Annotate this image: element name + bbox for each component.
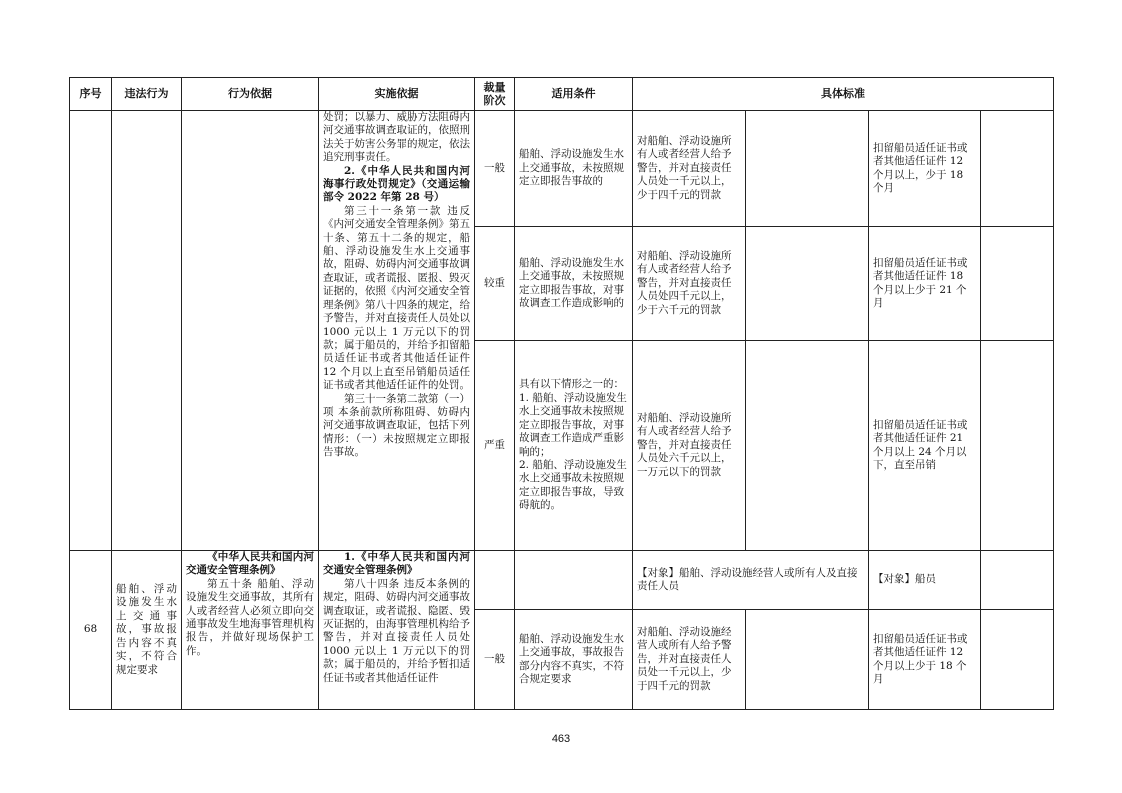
standard-cell: 对船舶、浮动设施经营人或所有人给予警告，并对直接责任人员处一千元以上，少于四千元的罚款 <box>633 610 746 710</box>
impl-text-1: 处罚；以暴力、威胁方法阻碍内河交通事故调查取证的，依照刑法关于妨害公务罪的规定，依法追究刑事责任。 <box>323 111 470 164</box>
page-number: 463 <box>551 733 571 745</box>
cell-impl-prev <box>319 111 475 551</box>
standard-cell: 扣留船员适任证书或者其他适任证件 21 个月以上 24 个月以下，直至吊销 <box>869 341 981 551</box>
empty-cell <box>515 551 633 610</box>
basis-regulation-title: 《中华人民共和国内河交通安全管理条例》 <box>186 551 314 577</box>
cell-basis <box>182 551 319 710</box>
empty-cell <box>981 111 1054 227</box>
object-cell: 【对象】船员 <box>869 551 981 610</box>
condition-cell: 船舶、浮动设施发生水上交通事故，未按照规定立即报告事故，对事故调查工作造成影响的 <box>515 227 633 341</box>
empty-cell <box>981 551 1054 610</box>
cell-impl <box>319 551 475 710</box>
cell-seq: 68 <box>70 551 112 710</box>
table-row <box>70 111 1054 227</box>
level-cell: 一般 <box>475 111 515 227</box>
level-cell: 严重 <box>475 341 515 551</box>
empty-cell <box>746 341 869 551</box>
cell-violation: 船舶、浮动设施发生水上交通事故，事故报告内容不真实，不符合规定要求 <box>112 551 182 710</box>
header-row <box>70 78 1054 111</box>
empty-cell <box>981 227 1054 341</box>
empty-cell <box>475 551 515 610</box>
header-impl: 实施依据 <box>319 78 475 111</box>
header-level: 裁量 阶次 <box>475 78 515 111</box>
condition-cell: 船舶、浮动设施发生水上交通事故，未按照规定立即报告事故的 <box>515 111 633 227</box>
condition-cell: 船舶、浮动设施发生水上交通事故，事故报告部分内容不真实，不符合规定要求 <box>515 610 633 710</box>
cell-basis-prev <box>182 111 319 551</box>
level-cell: 较重 <box>475 227 515 341</box>
impl-text-2: 第三十一条第一款 违反《内河交通安全管理条例》第五十条、第五十二条的规定，船舶、浮动设施发生水上交通事故，阻碍、妨碍内河交通事故调查取证，或者谎报、匿报、毁灭证据的，依照《内河交通安全管理条例》第八十四条的规定，给予警告，并对直接责任人员处以 1000 元以上 1 万元以下的罚款；属于船员的，并给予扣留船员适任证书或者其他适任证件 12 个月以上直至吊销船员适任证书或者其他适任证件的处罚。 <box>323 204 470 392</box>
impl-text-3: 第三十一条第二款第（一）项 本条前款所称阻碍、妨碍内河交通事故调查取证，包括下列情形：（一）未按照规定立即报告事故。 <box>323 392 470 459</box>
object-cell: 【对象】船舶、浮动设施经营人或所有人及直接责任人员 <box>633 551 869 610</box>
standard-cell: 对船舶、浮动设施所有人或者经营人给予警告，并对直接责任人员处六千元以上，一万元以下的罚款 <box>633 341 746 551</box>
empty-cell <box>981 341 1054 551</box>
header-std: 具体标准 <box>633 78 1054 111</box>
header-violation: 违法行为 <box>112 78 182 111</box>
empty-cell <box>746 111 869 227</box>
header-seq: 序号 <box>70 78 112 111</box>
empty-cell <box>981 610 1054 710</box>
level-cell: 一般 <box>475 610 515 710</box>
condition-cell: 具有以下情形之一的： 1. 船舶、浮动设施发生水上交通事故未按照规定立即报告事故，对事故调查工作造成严重影响的； 2. 船舶、浮动设施发生水上交通事故未按照规定立即报告事故，导致碍航的。 <box>515 341 633 551</box>
empty-cell <box>746 610 869 710</box>
standard-cell: 扣留船员适任证书或者其他适任证件 18 个月以上少于 21 个月 <box>869 227 981 341</box>
cell-violation-prev <box>112 111 182 551</box>
penalty-standards-table <box>69 77 1054 710</box>
impl-regulation-title: 1.《中华人民共和国内河交通安全管理条例》 <box>323 551 470 577</box>
table-row <box>70 551 1054 610</box>
impl-regulation-title: 2.《中华人民共和国内河海事行政处罚规定》（交通运输部令 2022 年第 28 号） <box>323 164 470 204</box>
standard-cell: 对船舶、浮动设施所有人或者经营人给予警告，并对直接责任人员处一千元以上，少于四千元的罚款 <box>633 111 746 227</box>
standard-cell: 扣留船员适任证书或者其他适任证件 12 个月以上，少于 18 个月 <box>869 111 981 227</box>
standard-cell: 扣留船员适任证书或者其他适任证件 12 个月以上少于 18 个月 <box>869 610 981 710</box>
basis-text: 第五十条 船舶、浮动设施发生交通事故，其所有人或者经营人必须立即向交通事故发生地海事管理机构报告，并做好现场保护工作。 <box>186 577 314 657</box>
cell-seq-prev <box>70 111 112 551</box>
standard-cell: 对船舶、浮动设施所有人或者经营人给予警告，并对直接责任人员处四千元以上，少于六千元的罚款 <box>633 227 746 341</box>
header-cond: 适用条件 <box>515 78 633 111</box>
empty-cell <box>746 227 869 341</box>
impl-text: 第八十四条 违反本条例的规定，阻碍、妨碍内河交通事故调查取证，或者谎报、隐匿、毁灭证据的，由海事管理机构给予警告，并对直接责任人员处 1000 元以上 1 万元以下的罚款；属于船员的，并给予暂扣适任证书或者其他适任证件 <box>323 577 470 684</box>
header-basis: 行为依据 <box>182 78 319 111</box>
